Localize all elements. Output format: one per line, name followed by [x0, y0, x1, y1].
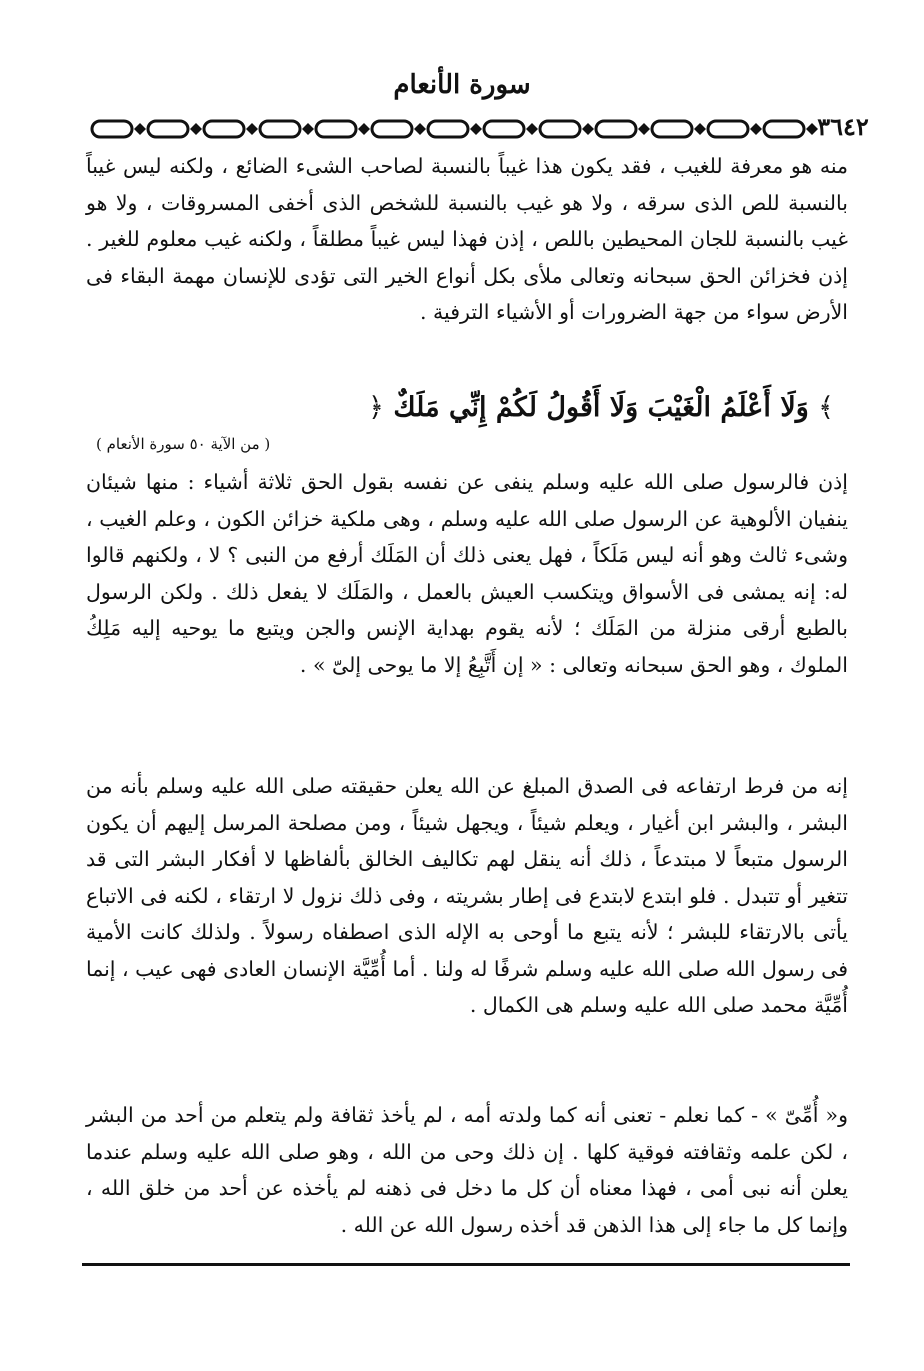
chain-diamond [246, 123, 258, 135]
chain-link [428, 121, 468, 137]
page-number: ٣٦٤٢ [817, 112, 869, 141]
chain-link [260, 121, 300, 137]
verse-close-bracket: ﴾ [818, 392, 834, 423]
chain-diamond [582, 123, 594, 135]
chain-link [316, 121, 356, 137]
bottom-divider [82, 1263, 850, 1266]
chain-link [148, 121, 188, 137]
chain-diamond [414, 123, 426, 135]
chain-link [92, 121, 132, 137]
chain-diamond [750, 123, 762, 135]
verse-citation: ( من الآية ٥٠ سورة الأنعام ) [96, 435, 271, 453]
chain-link [708, 121, 748, 137]
chain-diamond [302, 123, 314, 135]
paragraph-3: إنه من فرط ارتفاعه فى الصدق المبلغ عن الله يعلن حقيقته صلى الله عليه وسلم بأنه من البشر ، والبشر ابن أغيار ، ويعلم شيئاً ، ويجهل شيئاً ، ومن مصلحة المرسل إليهم أن يكون الرسول متبعاً لا مبتدعاً ، ذلك أنه ينقل لهم تكاليف الخالق بألفاظها لا أفكار البشر التى قد تتغير أو تتبدل . فلو ابتدع لابتدع فى إطار بشريته ، وفى ذلك نزول لا ارتقاء ، لكنه فى الاتباع يأتى بالارتقاء للبشر ؛ لأنه يتبع ما أوحى به الإله الذى اصطفاه رسولاً . ولذلك كانت الأمية فى رسول الله صلى الله عليه وسلم شرفًا له ولنا . أما أُمِّيَّة الإنسان العادى فهى عيب ، إنما أُمِّيَّة محمد صلى الله عليه وسلم هى الكمال . [86, 774, 848, 1017]
quran-verse [104, 388, 834, 428]
chain-diamond [526, 123, 538, 135]
surah-title: سورة الأنعام [393, 70, 531, 100]
chain-diamond [638, 123, 650, 135]
chain-diamond [694, 123, 706, 135]
chain-diamond [470, 123, 482, 135]
chain-diamond [134, 123, 146, 135]
chain-link [652, 121, 692, 137]
chain-diamond [358, 123, 370, 135]
chain-link [484, 121, 524, 137]
paragraph-1: منه هو معرفة للغيب ، فقد يكون هذا غيباً بالنسبة لصاحب الشىء الضائع ، ولكنه ليس غيباً بالنسبة للص الذى سرقه ، ولا هو غيب بالنسبة للشخص الذى أخفى المسروقات ، ولا هو غيب بالنسبة للجان المحيطين باللص ، إذن فهذا ليس غيباً مطلقاً ، ولكنه غيب معلوم للغير . إذن فخزائن الحق سبحانه وتعالى ملأى بكل أنواع الخير التى تؤدى للإنسان مهمة البقاء فى الأرض سواء من جهة الضرورات أو الأشياء الترفية . [86, 154, 848, 324]
paragraph-2: إذن فالرسول صلى الله عليه وسلم ينفى عن نفسه بقول الحق ثلاثة أشياء : منها شيئان ينفيان الألوهية عن الرسول صلى الله عليه وسلم ، وهى ملكية خزائن الكون ، وعلم الغيب ، وشىء ثالث وهو أنه ليس مَلَكاً ، فهل يعنى ذلك أن المَلَك أرفع من النبى ؟ لا ، ولكنهم قالوا له: إنه يمشى فى الأسواق ويتكسب العيش بالعمل ، والمَلَك لا يفعل ذلك . ولكن الرسول بالطبع أرقى منزلة من المَلَك ؛ لأنه يقوم بهداية الإنس والجن ويتبع ما يوحيه إليه مَلِكُ الملوك ، وهو الحق سبحانه وتعالى : « إن أَتَّبِعُ إلا ما يوحى إلىّ » . [86, 470, 848, 677]
chain-link [372, 121, 412, 137]
chain-link [204, 121, 244, 137]
paragraph-4: و« أُمِّىّ » - كما نعلم - تعنى أنه كما ولدته أمه ، لم يأخذ ثقافة ولم يتعلم من أحد من البشر ، لكن علمه وثقافته فوقية كلها . إن ذلك وحى من الله ، وهو صلى الله عليه وسلم عندما يعلن أنه نبى أمى ، فهذا معناه أن كل ما دخل فى ذهنه لم يأخذه عن أحد من خلق الله ، وإنما كل ما جاء إلى هذا الذهن قد أخذه رسول الله عن الله . [86, 1103, 848, 1237]
chain-diamond [190, 123, 202, 135]
chain-link [540, 121, 580, 137]
chain-border-icon [88, 116, 848, 142]
verse-text: وَلَا أَعْلَمُ الْغَيْبَ وَلَا أَقُولُ لَكُمْ إِنِّي مَلَكٌ [393, 392, 809, 423]
verse-open-bracket: ﴿ [368, 392, 384, 423]
chain-link [596, 121, 636, 137]
